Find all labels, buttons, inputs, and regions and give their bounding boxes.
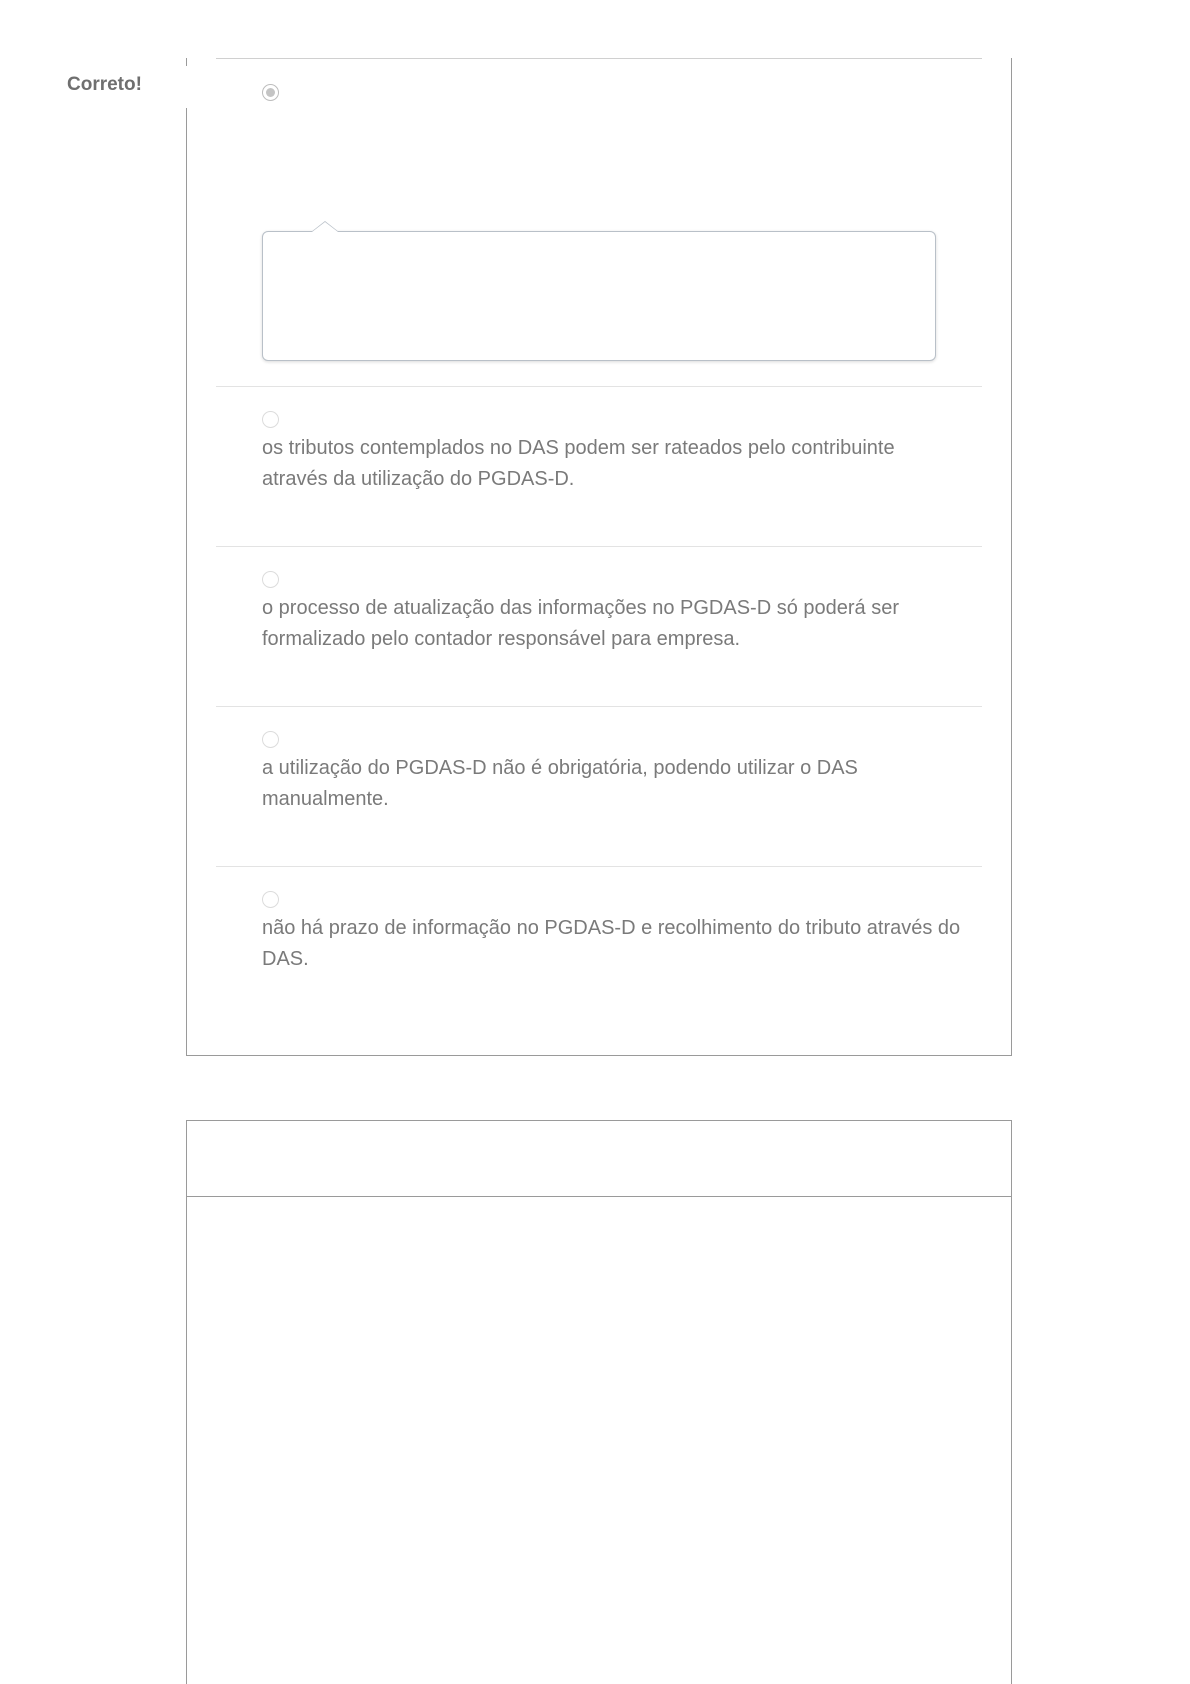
radio-button[interactable] xyxy=(262,571,279,588)
radio-button[interactable] xyxy=(262,891,279,908)
answer-text: a utilização do PGDAS-D não é obrigatória, podendo utilizar o DAS manualmente. xyxy=(262,757,858,810)
answer-text: o processo de atualização das informações no PGDAS-D só poderá ser formalizado pelo contador responsável para empresa. xyxy=(262,597,900,650)
question-card xyxy=(186,58,1012,1056)
comment-pointer-icon xyxy=(311,221,339,232)
radio-button[interactable] xyxy=(262,411,279,428)
correct-answer-label: Correto! xyxy=(67,74,142,95)
answer-option-1[interactable] xyxy=(216,58,982,386)
next-question-card xyxy=(186,1120,1012,1684)
answer-option-5[interactable] xyxy=(216,866,982,1026)
answer-list xyxy=(216,58,982,1026)
question-header xyxy=(187,1121,1011,1197)
answer-text: os tributos contemplados no DAS podem ser rateados pelo contribuinte através da utilização do PGDAS-D. xyxy=(262,437,895,490)
radio-button[interactable] xyxy=(262,731,279,748)
answer-comment-box xyxy=(262,231,936,361)
radio-button-selected[interactable] xyxy=(262,84,279,101)
answer-option-2[interactable] xyxy=(216,386,982,546)
answer-option-4[interactable] xyxy=(216,706,982,866)
answer-option-3[interactable] xyxy=(216,546,982,706)
answer-text: não há prazo de informação no PGDAS-D e recolhimento do tributo através do DAS. xyxy=(262,917,961,970)
